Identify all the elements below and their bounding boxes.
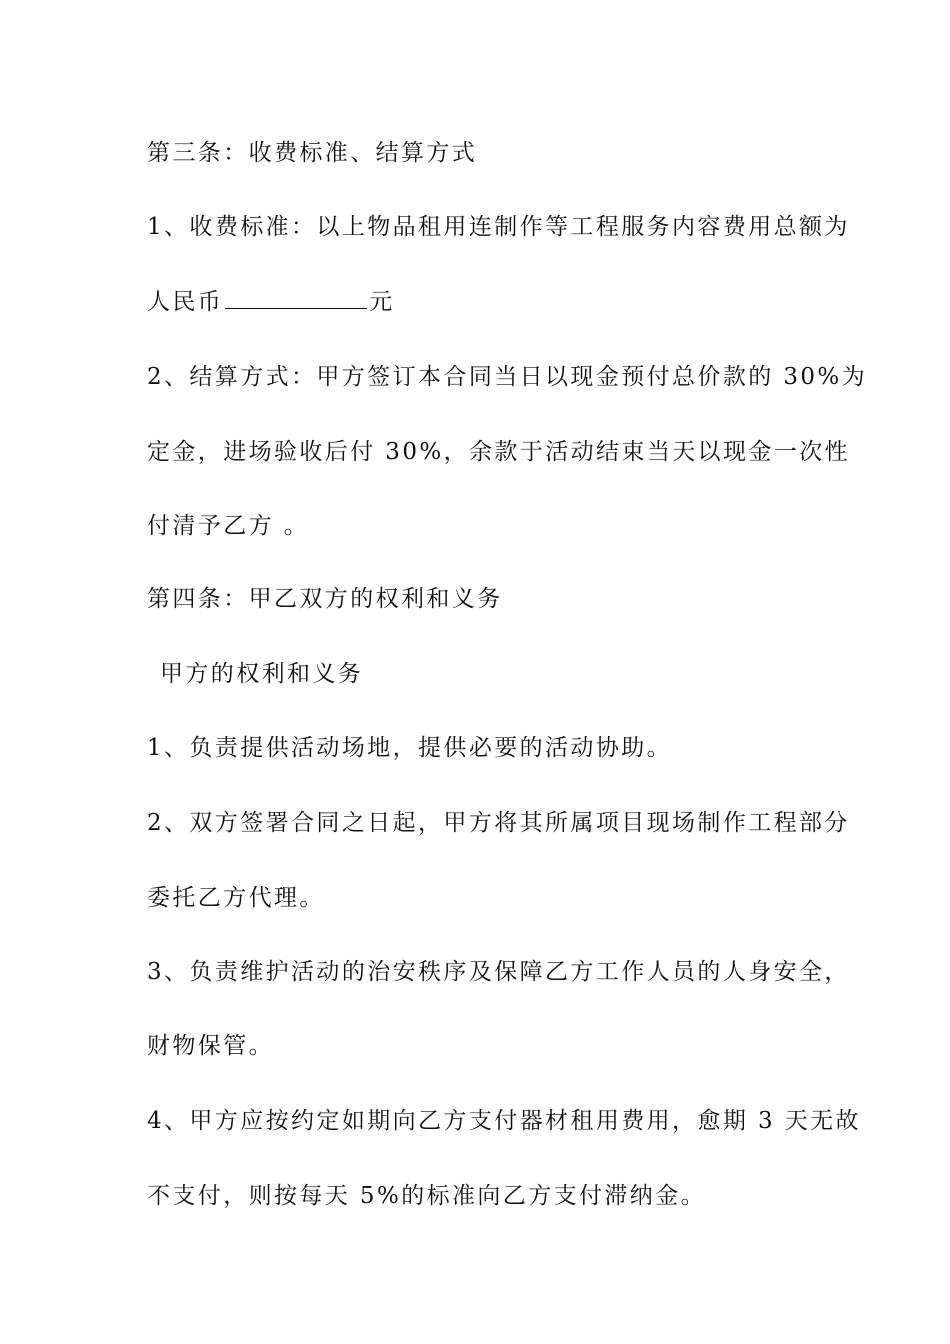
paragraph-line: 不支付，则按每天 5%的标准向乙方支付滞纳金。: [147, 1183, 706, 1209]
article-4-heading: 第四条：甲乙双方的权利和义务: [147, 586, 503, 612]
paragraph-line: 4、甲方应按约定如期向乙方支付器材租用费用，愈期 3 天无故: [147, 1108, 861, 1134]
paragraph-line: 2、结算方式：甲方签订本合同当日以现金预付总价款的 30%为: [147, 364, 868, 390]
paragraph-line: 委托乙方代理。: [147, 885, 325, 911]
paragraph-line: 定金，进场验收后付 30%，余款于活动结束当天以现金一次性: [147, 439, 851, 465]
paragraph-line: 1、负责提供活动场地，提供必要的活动协助。: [147, 735, 673, 761]
article-3-heading: 第三条：收费标准、结算方式: [147, 140, 478, 166]
currency-label: 人民币: [147, 289, 224, 315]
paragraph-line: 1、收费标准：以上物品租用连制作等工程服务内容费用总额为: [147, 214, 850, 240]
subheading: 甲方的权利和义务: [160, 661, 364, 687]
currency-unit: 元: [369, 289, 395, 315]
paragraph-line: 2、双方签署合同之日起，甲方将其所属项目现场制作工程部分: [147, 810, 850, 836]
paragraph-line: 财物保管。: [147, 1033, 274, 1059]
paragraph-line: 3、负责维护活动的治安秩序及保障乙方工作人员的人身安全，: [147, 959, 850, 985]
paragraph-line: 付清予乙方 。: [147, 513, 310, 539]
paragraph-line: [147, 287, 827, 317]
amount-blank-field: [225, 290, 367, 309]
